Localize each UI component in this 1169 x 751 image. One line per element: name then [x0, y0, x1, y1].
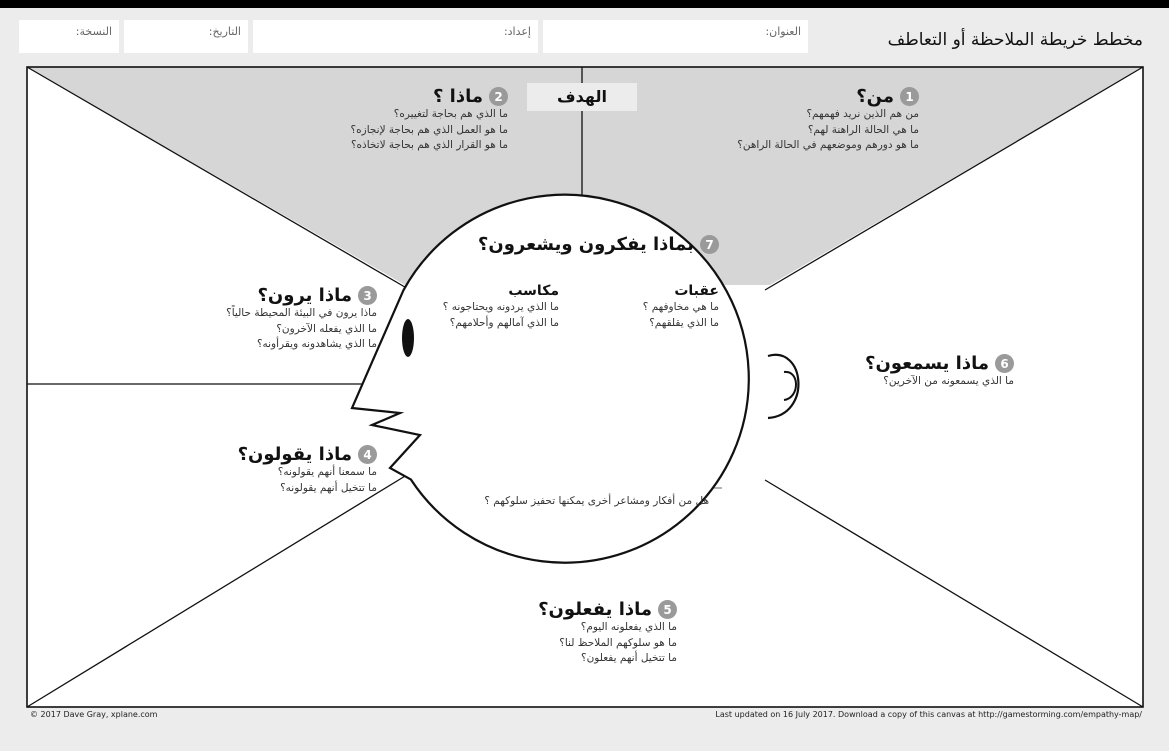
page-title: مخطط خريطة الملاحظة أو التعاطف — [887, 30, 1143, 50]
title-field-label: العنوان: — [765, 25, 801, 38]
section-title: بماذا يفكرون ويشعرون؟ — [477, 234, 694, 255]
question: ما هي الحالة الراهنة لهم؟ — [807, 123, 919, 136]
footer-updated: Last updated on 16 July 2017. Download a copy of this canvas at http://gamestorming.com/empathy-map/ — [715, 710, 1142, 719]
section-title: ماذا يفعلون؟ — [538, 599, 652, 620]
version-field-label: النسخة: — [75, 25, 112, 38]
section-title: من؟ — [856, 86, 894, 107]
question: ما تتخيل أنهم يفعلون؟ — [581, 652, 677, 664]
goal-label: الهدف — [527, 83, 637, 111]
pains-title: عقبات — [674, 283, 719, 299]
question: ما الذي يسمعونه من الآخرين؟ — [883, 375, 1014, 387]
question: ما هو دورهم وموضعهم في الحالة الراهن؟ — [737, 139, 919, 151]
question: ما الذي يفعلونه اليوم؟ — [580, 621, 677, 633]
question: ما تتخيل أنهم يقولونه؟ — [280, 481, 377, 494]
question: ما هو القرار الذي هم بحاجة لاتخاذه؟ — [350, 139, 508, 151]
section-say — [238, 444, 377, 496]
section-title: ماذا يقولون؟ — [237, 444, 352, 465]
question: ما الذي يشاهدونه ويقرأونه؟ — [256, 338, 377, 350]
prepared-by-field-label: إعداد: — [503, 25, 531, 38]
section-number-badge: 5 — [658, 600, 677, 619]
section-hear — [865, 353, 1014, 390]
section-number-badge: 3 — [358, 286, 377, 305]
question: ما الذي يردونه ويحتاجونه ؟ — [442, 301, 559, 313]
section-number-badge: 4 — [358, 445, 377, 464]
section-title: ماذا ؟ — [432, 86, 483, 107]
question: ما الذي يقلقهم؟ — [649, 316, 719, 329]
question: ما هو سلوكهم الملاحظ لنا؟ — [559, 636, 677, 649]
question: ما سمعنا أنهم يقولونه؟ — [277, 466, 377, 478]
section-title: ماذا يسمعون؟ — [865, 353, 989, 374]
section-number-badge: 7 — [700, 235, 719, 254]
section-number-badge: 2 — [489, 87, 508, 106]
question: هل من أفكار ومشاعر أخرى يمكنها تحفيز سلوكهم ؟ — [484, 495, 709, 507]
section-who — [737, 86, 919, 154]
section-think-feel — [478, 234, 719, 255]
section-number-badge: 1 — [900, 87, 919, 106]
question: من هم الذين نريد فهمهم؟ — [806, 108, 919, 120]
gains-title: مكاسب — [508, 283, 559, 299]
question: ما الذي آمالهم وأحلامهم؟ — [449, 316, 559, 329]
section-number-badge: 6 — [995, 354, 1014, 373]
other-thoughts — [484, 494, 709, 510]
section-what — [351, 86, 508, 154]
question: ما هي مخاوفهم ؟ — [642, 301, 719, 313]
eye-icon — [402, 319, 414, 357]
question: ما الذي هم بحاجة لتغييره؟ — [393, 108, 508, 120]
gains-block — [443, 283, 559, 331]
question: ماذا يرون في البيئة المحيطة حالياً؟ — [226, 307, 377, 319]
pains-block — [643, 283, 719, 331]
section-title: ماذا يرون؟ — [257, 285, 352, 306]
question: ما هو العمل الذي هم بحاجة لإنجازه؟ — [350, 123, 508, 136]
section-see — [226, 285, 377, 353]
date-field-label: التاريخ: — [208, 25, 241, 38]
section-do — [538, 599, 677, 667]
question: ما الذي يفعله الآخرون؟ — [276, 322, 377, 335]
footer-credit: © 2017 Dave Gray, xplane.com — [30, 710, 158, 719]
